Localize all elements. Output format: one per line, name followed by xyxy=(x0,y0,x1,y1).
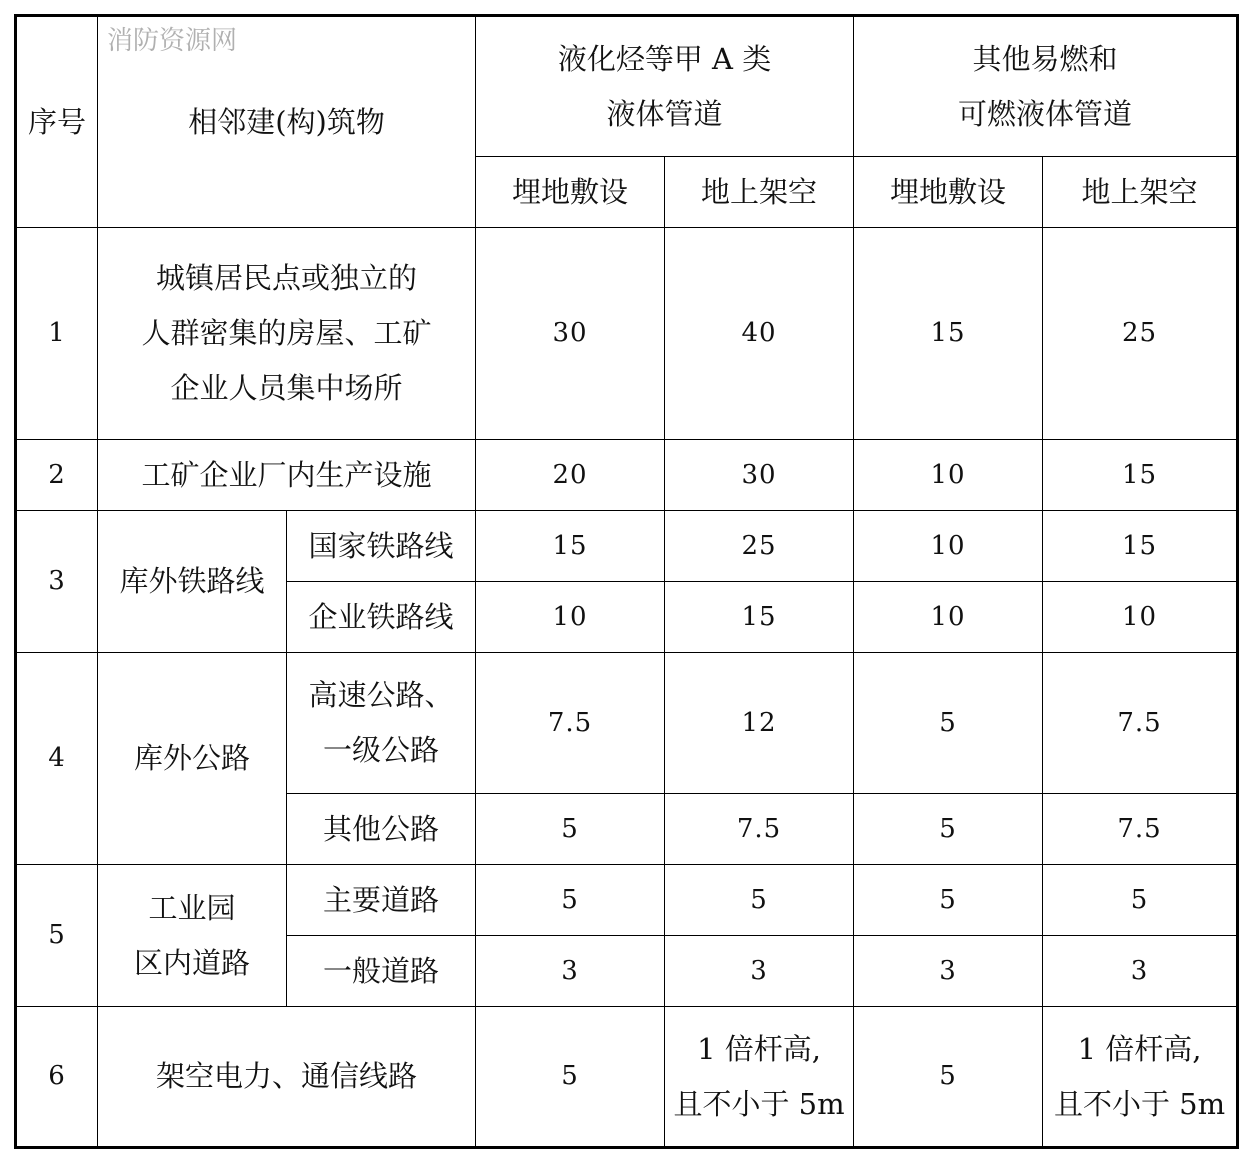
header-seq: 序号 xyxy=(16,16,98,228)
header-b-overhead: 地上架空 xyxy=(1043,157,1238,228)
row-sub-name: 国家铁路线 xyxy=(287,511,476,582)
cell-value-line1: 1 倍杆高, xyxy=(697,1031,821,1066)
table-row xyxy=(16,228,1238,440)
table-row xyxy=(16,511,1238,582)
row-seq: 2 xyxy=(16,440,98,511)
cell-value: 10 xyxy=(1043,582,1238,653)
cell-value: 3 xyxy=(854,936,1043,1007)
header-b-buried: 埋地敷设 xyxy=(854,157,1043,228)
row-seq: 5 xyxy=(16,865,98,1007)
cell-value: 5 xyxy=(476,794,665,865)
cell-value: 5 xyxy=(1043,865,1238,936)
row-seq: 3 xyxy=(16,511,98,653)
cell-value: 10 xyxy=(854,511,1043,582)
distance-table-container xyxy=(14,14,1239,1149)
cell-value: 15 xyxy=(854,228,1043,440)
cell-value: 5 xyxy=(854,865,1043,936)
cell-value-line2: 且不小于 5m xyxy=(1053,1086,1226,1121)
cell-value: 25 xyxy=(1043,228,1238,440)
cell-value: 3 xyxy=(665,936,854,1007)
row-sub-name-line2: 一级公路 xyxy=(323,733,440,767)
distance-table xyxy=(14,14,1239,1149)
watermark: 消防资源网 xyxy=(107,26,238,56)
cell-value: 40 xyxy=(665,228,854,440)
header-group-a-line1: 液化烃等甲 A 类 xyxy=(557,41,772,76)
cell-value: 12 xyxy=(665,653,854,794)
row-seq: 6 xyxy=(16,1007,98,1148)
cell-value: 3 xyxy=(476,936,665,1007)
row-name xyxy=(98,228,476,440)
cell-value: 5 xyxy=(476,865,665,936)
row-sub-name xyxy=(287,653,476,794)
row-seq: 1 xyxy=(16,228,98,440)
cell-value: 3 xyxy=(1043,936,1238,1007)
row-group xyxy=(98,865,287,1007)
cell-value: 7.5 xyxy=(1043,653,1238,794)
row-group-line2: 区内道路 xyxy=(133,945,250,980)
cell-value: 30 xyxy=(665,440,854,511)
row-sub-name: 企业铁路线 xyxy=(287,582,476,653)
cell-value xyxy=(665,1007,854,1148)
cell-value: 15 xyxy=(665,582,854,653)
row-name: 工矿企业厂内生产设施 xyxy=(98,440,476,511)
header-group-b-line1: 其他易燃和 xyxy=(972,41,1118,76)
table-row xyxy=(16,1007,1238,1148)
row-sub-name: 主要道路 xyxy=(287,865,476,936)
cell-value: 5 xyxy=(854,653,1043,794)
header-group-a xyxy=(476,16,854,157)
row-group: 库外公路 xyxy=(98,653,287,865)
header-group-b xyxy=(854,16,1238,157)
row-name-line1: 城镇居民点或独立的 xyxy=(156,261,418,295)
cell-value: 15 xyxy=(1043,440,1238,511)
row-group: 库外铁路线 xyxy=(98,511,287,653)
cell-value: 10 xyxy=(854,440,1043,511)
row-sub-name: 一般道路 xyxy=(287,936,476,1007)
cell-value: 7.5 xyxy=(476,653,665,794)
header-group-a-line2: 液体管道 xyxy=(606,96,723,131)
header-a-overhead: 地上架空 xyxy=(665,157,854,228)
table-row xyxy=(16,440,1238,511)
row-name-line3: 企业人员集中场所 xyxy=(170,371,403,405)
cell-value: 7.5 xyxy=(1043,794,1238,865)
cell-value: 30 xyxy=(476,228,665,440)
cell-value: 5 xyxy=(854,794,1043,865)
cell-value: 15 xyxy=(1043,511,1238,582)
cell-value: 15 xyxy=(476,511,665,582)
cell-value-line1: 1 倍杆高, xyxy=(1077,1031,1202,1066)
row-seq: 4 xyxy=(16,653,98,865)
header-adjacent: 相邻建(构)筑物 xyxy=(98,16,476,228)
table-row xyxy=(16,653,1238,794)
row-name-line2: 人群密集的房屋、工矿 xyxy=(141,316,432,350)
cell-value: 5 xyxy=(476,1007,665,1148)
cell-value-line2: 且不小于 5m xyxy=(673,1086,845,1121)
header-group-b-line2: 可燃液体管道 xyxy=(958,96,1133,131)
row-sub-name: 其他公路 xyxy=(287,794,476,865)
cell-value: 10 xyxy=(854,582,1043,653)
table-row xyxy=(16,865,1238,936)
cell-value: 25 xyxy=(665,511,854,582)
cell-value: 7.5 xyxy=(665,794,854,865)
cell-value: 5 xyxy=(854,1007,1043,1148)
header-a-buried: 埋地敷设 xyxy=(476,157,665,228)
cell-value: 5 xyxy=(665,865,854,936)
cell-value xyxy=(1043,1007,1238,1148)
row-sub-name-line1: 高速公路、 xyxy=(308,678,454,712)
row-name: 架空电力、通信线路 xyxy=(98,1007,476,1148)
cell-value: 20 xyxy=(476,440,665,511)
row-group-line1: 工业园 xyxy=(148,890,236,925)
cell-value: 10 xyxy=(476,582,665,653)
